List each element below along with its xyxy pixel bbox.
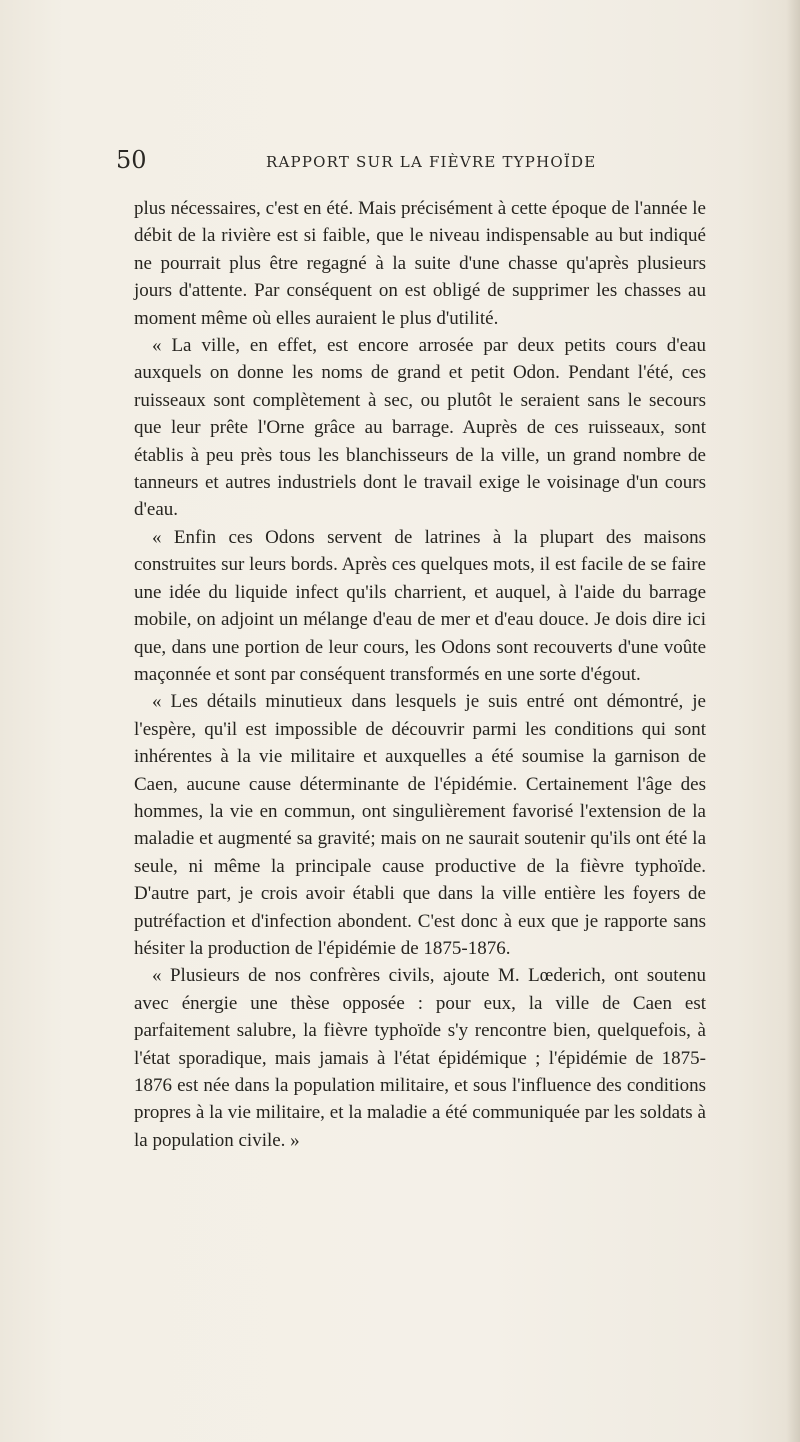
paragraph-5: « Plusieurs de nos confrères civils, ajoute M. Lœderich, ont soutenu avec énergie une thèse opposée : pour eux, la ville de Caen est parfaitement salubre, la fièvre typhoïde s'y rencontre bien, quelquefois, à l'état sporadique, mais jamais à l'état épidémique ; l'épidémie de 1875-1876 est née dans la population militaire, et sous l'influence des conditions propres à la vie militaire, et la maladie a été communiquée par les soldats à la population civile. » bbox=[134, 965, 706, 1151]
paragraph-4: « Les détails minutieux dans lesquels je suis entré ont démontré, je l'espère, qu'il est impossible de découvrir parmi les conditions qui sont inhérentes à la vie militaire et auxquelles a été soumise la garnison de Caen, aucune cause déterminante de l'épidémie. Certainement l'âge des hommes, la vie en commun, ont singulièrement favorisé l'extension de la maladie et augmenté sa gravité; mais on ne saurait soutenir qu'ils ont été la seule, ni même la principale cause productive de la fièvre typhoïde. D'autre part, je crois avoir établi que dans la ville entière les foyers de putréfaction et d'infection abondent. C'est donc à eux que je rapporte sans hésiter la production de l'épidémie de 1875-1876. bbox=[134, 691, 706, 959]
page-number: 50 bbox=[116, 146, 147, 174]
body-text bbox=[134, 195, 706, 1154]
paragraph-1: plus nécessaires, c'est en été. Mais précisément à cette époque de l'année le débit de la rivière est si faible, que le niveau indispensable au but indiqué ne pourrait plus être regagné à la suite d'une chasse qu'après plusieurs jours d'attente. Par conséquent on est obligé de supprimer les chasses au moment même où elles auraient le plus d'utilité. bbox=[134, 198, 706, 329]
running-title: RAPPORT SUR LA FIÈVRE TYPHOÏDE bbox=[266, 153, 597, 171]
page-header bbox=[116, 146, 716, 178]
page-edge-shadow bbox=[786, 0, 800, 1442]
paragraph-3: « Enfin ces Odons servent de latrines à la plupart des maisons construites sur leurs bords. Après ces quelques mots, il est facile de se faire une idée du liquide infect qu'ils charrient, et auquel, à l'aide du barrage mobile, on adjoint un mélange d'eau de mer et d'eau douce. Je dois dire ici que, dans une portion de leur cours, les Odons sont recouverts d'une voûte maçonnée et sont par conséquent transformés en une sorte d'égout. bbox=[134, 526, 706, 685]
paragraph-2: « La ville, en effet, est encore arrosée par deux petits cours d'eau auxquels on donne les noms de grand et petit Odon. Pendant l'été, ces ruisseaux sont complètement à sec, ou plutôt le seraient sans le secours que leur prête l'Orne grâce au barrage. Auprès de ces ruisseaux, sont établis à peu près tous les blanchisseurs de la ville, un grand nombre de tanneurs et autres industriels dont le travail exige le voisinage d'un cours d'eau. bbox=[134, 335, 706, 521]
